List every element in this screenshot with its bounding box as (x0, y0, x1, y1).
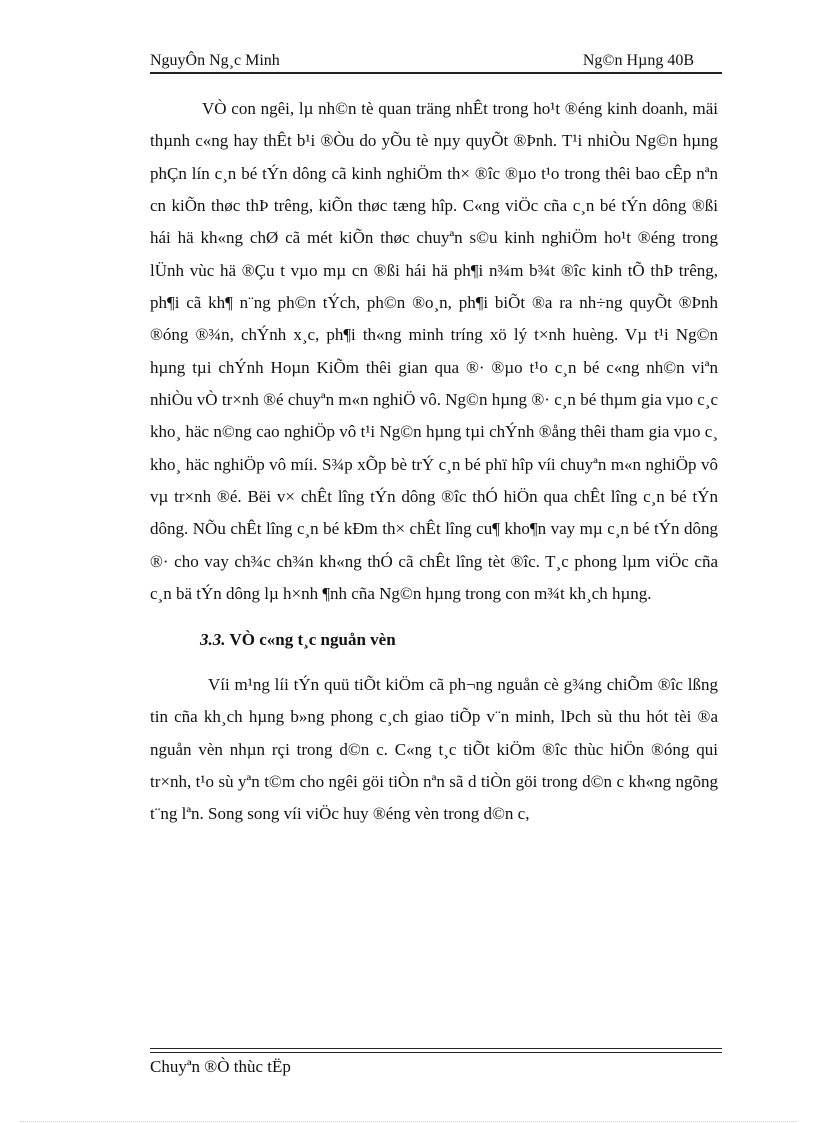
footer-rule (150, 1052, 722, 1053)
header-class: Ng©n Hµng 40B (582, 52, 694, 69)
page-break-divider (20, 1121, 796, 1122)
body-paragraph: VÒ con ngêi, lµ nh©n tè quan träng nhÊt trong ho¹t ®éng kinh doanh, mäi thµnh c«ng hay thÊt b¹i ®Òu do yÕu tè nµy quyÕt ®Þnh. T¹i nhiÒu Ng©n hµng phÇn lín c¸n bé tÝn dông cã kinh nghiÖm th× ®îc ®µo t¹o trong thêi bao cÊp nªn cn kiÕn thøc thÞ trêng, kiÕn thøc tæng hîp. C«ng viÖc cña c¸n bé tÝn dông ®ßi hái hä kh«ng chØ cã mét kiÕn thøc chuyªn s©u kinh nghiÖm ho¹t ®éng trong lÜnh vùc hä ®Çu t vµo mµ cn ®ßi hái hä ph¶i n¾m b¾t ®îc kinh tÕ thÞ trêng, ph¶i cã kh¶ n¨ng ph©n tÝch, ph©n ®o¸n, ph¶i biÕt ®a ra nh÷ng quyÕt ®Þnh ®óng ®¾n, chÝnh x¸c, ph¶i th«ng minh tríng xö lý t×nh huèng. Vµ t¹i Ng©n hµng tµi chÝnh Hoµn KiÕm thêi gian qua ®· ®µo t¹o c¸n bé c«ng nh©n viªn nhiÒu vÒ tr×nh ®é chuyªn m«n nghiÖ vô. Ng©n hµng ®· c¸n bé thµm gia vµo c¸c kho¸ häc n©ng cao nghiÖp vô t¹i Ng©n hµng tµi chÝnh ®ång thêi tham gia vµo c¸ kho¸ häc nghiÖp vô míi. S¾p xÕp bè trÝ c¸n bé phï hîp víi chuyªn m«n nghiÖp vô vµ tr×nh ®é. Bëi v× chÊt lîng tÝn dông ®îc thÓ hiÖn qua chÊt lîng c¸n bé tÝn dông. NÕu chÊt lîng c¸n bé kÐm th× chÊt lîng cu¶ kho¶n vay mµ c¸n bé tÝn dông ®· cho vay ch¾c ch¾n kh«ng thÓ cã chÊt lîng tèt ®îc. T¸c phong lµm viÖc cña c¸n bä tÝn dông lµ h×nh ¶nh cña Ng©n hµng trong con m¾t kh¸ch hµng. (150, 99, 718, 604)
page-header (150, 50, 722, 72)
section-title: VÒ c«ng t¸c nguån vèn (225, 629, 396, 649)
section-heading (150, 624, 718, 656)
section-number: 3.3. (200, 629, 226, 649)
header-rule (150, 72, 722, 74)
footer-rule (150, 1048, 722, 1049)
page-footer: Chuyªn ®Ò thùc tËp (150, 1057, 291, 1076)
header-author: NguyÔn Ng¸c Minh (150, 52, 280, 69)
document-body (150, 93, 718, 831)
body-paragraph: Víi m¹ng líi tÝn quü tiÕt kiÖm cã ph¬ng nguån cè g¾ng chiÕm ®îc lßng tin cña kh¸ch hµng b»ng phong c¸ch giao tiÕp v¨n minh, lÞch sù thu hót tèi ®a nguån vèn nhµn rçi trong d©n c. C«ng t¸c tiÕt kiÖm ®îc thùc hiÖn ®óng qui tr×nh, t¹o sù yªn t©m cho ngêi göi tiÒn nªn sã d tiÒn göi trong d©n c kh«ng ngõng t¨ng lªn. Song song víi viÖc huy ®éng vèn trong d©n c, (150, 674, 718, 824)
